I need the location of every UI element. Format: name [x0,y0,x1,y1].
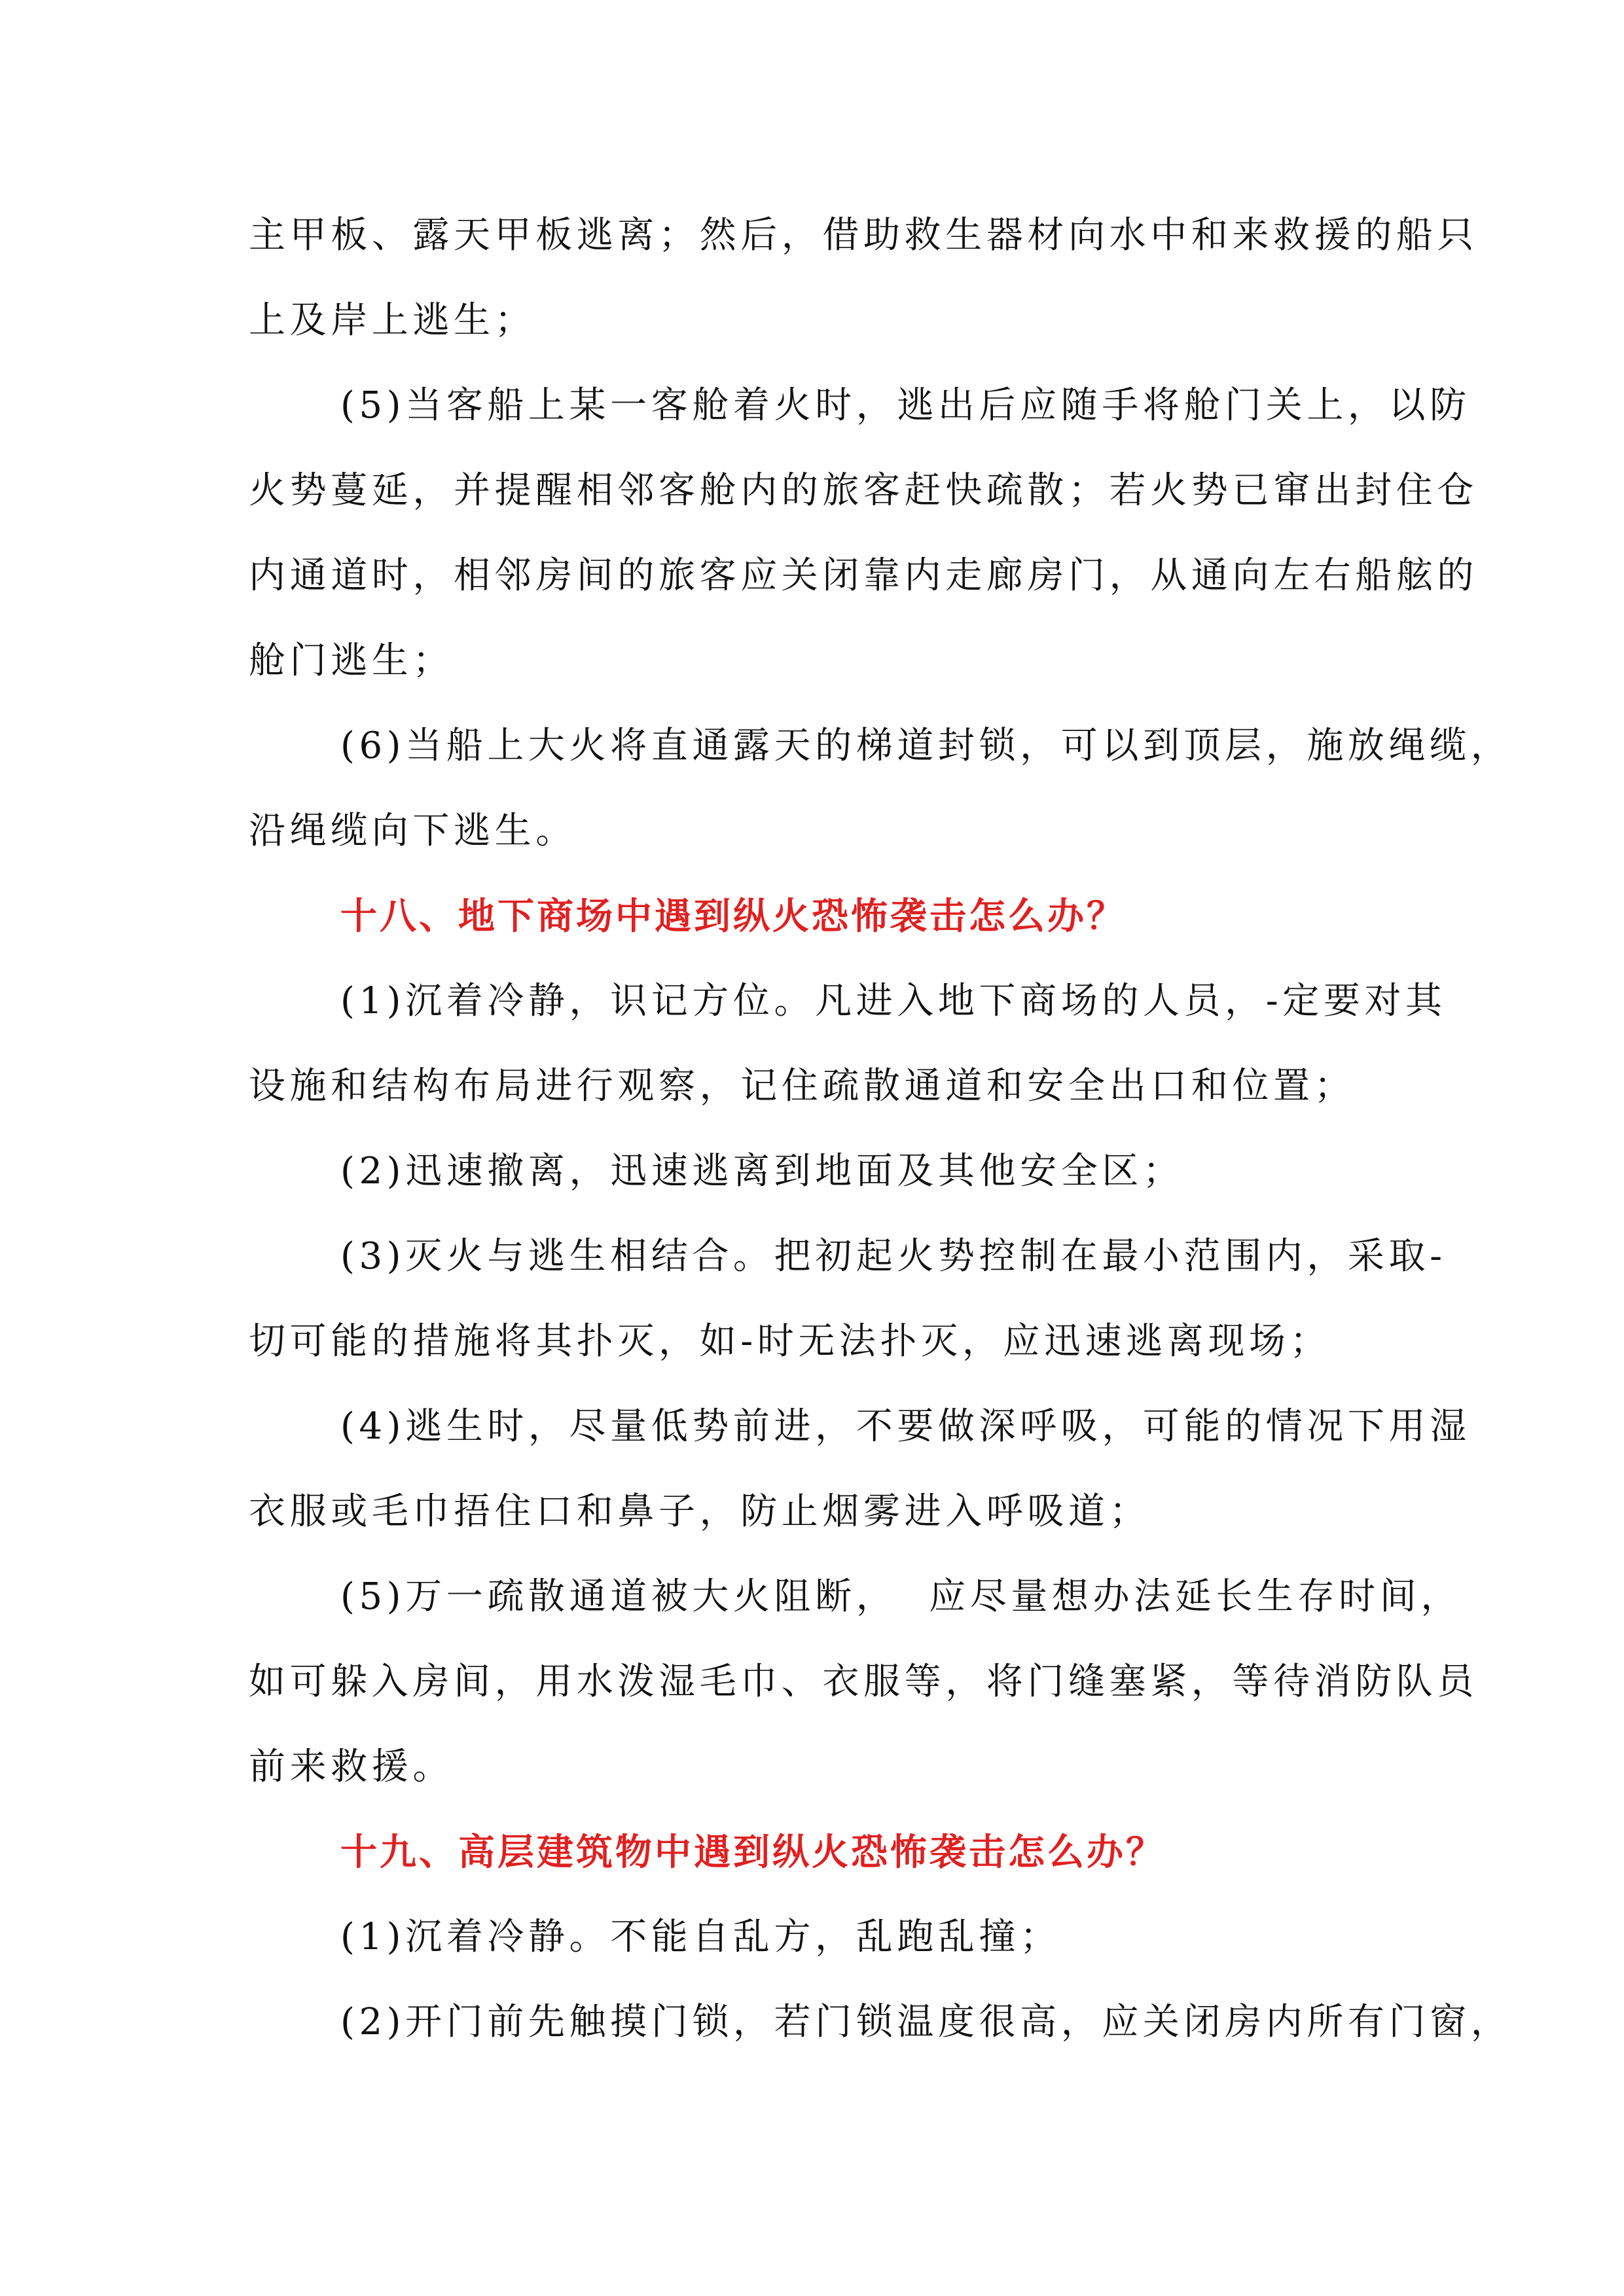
text-line: 切可能的措施将其扑灭，如-时无法扑灭，应迅速逃离现场； [249,1320,1331,1363]
paragraph [249,959,1447,1129]
text-line: (5)当客船上某一客舱着火时，逃出后应随手将舱门关上，以防 [340,384,1471,427]
text-line: (4)逃生时，尽量低势前进，不要做深呼吸，可能的情况下用湿 [340,1405,1471,1448]
text-line: 舱门逃生； [249,639,454,682]
text-line: (1)沉着冷静，识记方位。凡进入地下商场的人员，-定要对其 [340,980,1447,1022]
text-line: (6)当船上大火将直通露天的梯道封锁，可以到顶层，施放绳缆， [340,725,1512,767]
text-line: (5)万一疏散通道被大火阻断， 应尽量想办法延长生存时间， [340,1575,1462,1618]
paragraph [249,1554,1478,1810]
text-line: 内通道时，相邻房间的旅客应关闭靠内走廊房门，从通向左右船舷的 [249,554,1478,597]
text-line: 如可躲入房间，用水泼湿毛巾、衣服等，将门缝塞紧，等待消防队员 [249,1660,1478,1703]
document-body [249,193,1512,2065]
paragraph [249,1214,1447,1384]
text-line: 衣服或毛巾捂住口和鼻子，防止烟雾进入呼吸道； [249,1490,1151,1533]
paragraph [249,363,1478,704]
heading-line: 十九、高层建筑物中遇到纵火恐怖袭击怎么办？ [340,1831,1165,1874]
paragraph [249,1895,1388,1980]
text-line: (2)开门前先触摸门锁，若门锁温度很高，应关闭房内所有门窗， [340,2001,1512,2043]
paragraph [249,1129,1388,1214]
text-line: 前来救援。 [249,1746,454,1788]
text-line: 沿绳缆向下逃生。 [249,810,577,852]
text-line: 火势蔓延，并提醒相邻客舱内的旅客赶快疏散；若火势已窜出封住仓 [249,469,1478,512]
text-line: (1)沉着冷静。不能自乱方，乱跑乱撞； [340,1916,1061,1958]
section-heading [249,874,1388,959]
paragraph [249,193,1478,363]
text-line: 上及岸上逃生； [249,299,536,342]
heading-line: 十八、地下商场中遇到纵火恐怖袭击怎么办？ [340,895,1126,938]
section-heading [249,1810,1388,1895]
paragraph [249,1384,1471,1554]
text-line: 设施和结构布局进行观察，记住疏散通道和安全出口和位置； [249,1065,1356,1107]
paragraph [249,1980,1512,2065]
text-line: (3)灭火与逃生相结合。把初起火势控制在最小范围内，采取- [340,1235,1447,1278]
paragraph [249,704,1512,874]
text-line: (2)迅速撤离，迅速逃离到地面及其他安全区； [340,1150,1184,1193]
text-line: 主甲板、露天甲板逃离；然后，借助救生器材向水中和来救援的船只 [249,214,1478,257]
